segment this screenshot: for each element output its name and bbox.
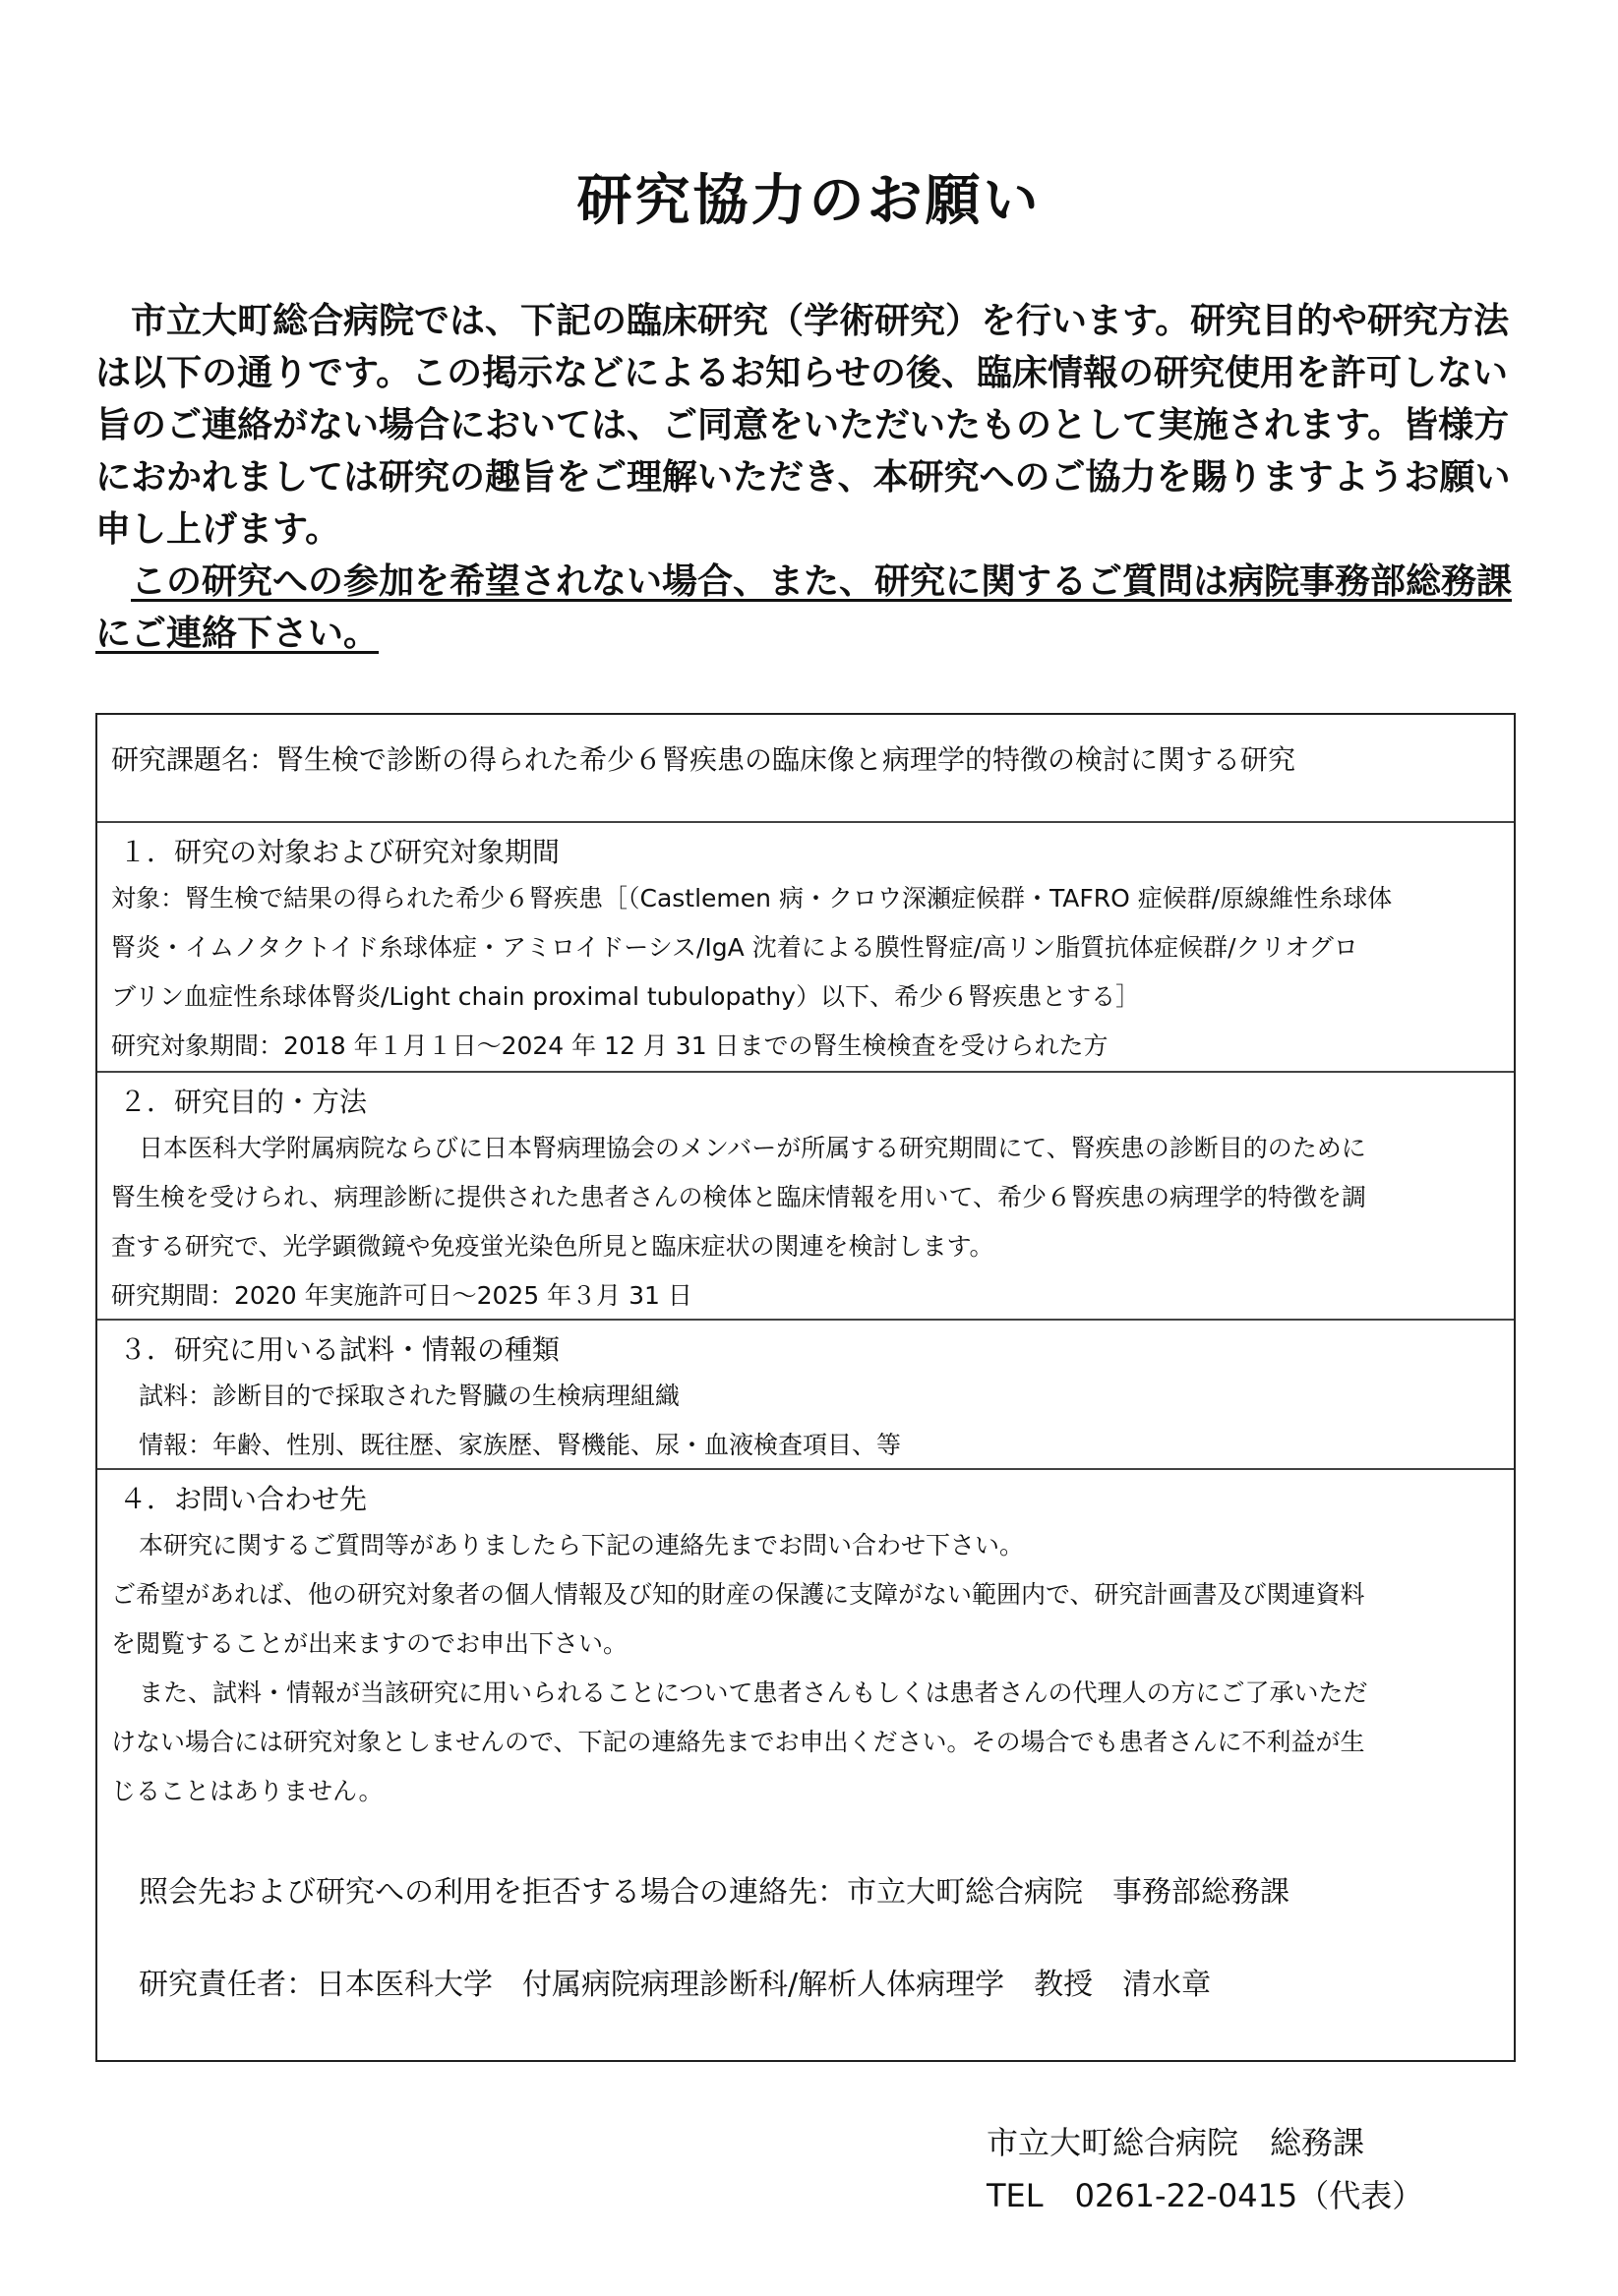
footer-org: 市立大町総合病院 総務課	[987, 2124, 1365, 2161]
section-line: 研究期間：2020 年実施許可日～2025 年３月 31 日	[111, 1281, 692, 1310]
section-line: 本研究に関するご質問等がありましたら下記の連絡先までお問い合わせ下さい。	[139, 1531, 1025, 1560]
intro-paragraph: 市立大町総合病院では、下記の臨床研究（学術研究）を行います。研究目的や研究方法は以下の通りです。この掲示などによるお知らせの後、臨床情報の研究使用を許可しない旨のご連絡がない場合においては、ご同意をいただいたものとして実施されます。皆様方におかれましては研究の趣旨をご理解いただき、本研究へのご協力を賜りますようお願い申し上げます。	[95, 301, 1511, 550]
section-line: 腎生検を受けられ、病理診断に提供された患者さんの検体と臨床情報を用いて、希少６腎疾患の病理学的特徴を調	[111, 1183, 1367, 1211]
research-info-box	[95, 713, 1516, 2062]
section-line: 研究対象期間：2018 年１月１日～2024 年 12 月 31 日までの腎生検検査を受けられた方	[111, 1031, 1109, 1060]
footer-tel: TEL 0261-22-0415（代表）	[987, 2177, 1424, 2214]
section-line: 査する研究で、光学顕微鏡や免疫蛍光染色所見と臨床症状の関連を検討します。	[111, 1232, 994, 1261]
section-line: ブリン血症性糸球体腎炎/Light chain proximal tubulopathy）以下、希少６腎疾患とする］	[111, 982, 1141, 1011]
opt-out-notice: この研究への参加を希望されない場合、また、研究に関するご質問は病院事務部総務課にご連絡下さい。	[95, 561, 1513, 654]
footer-contact	[987, 2116, 1423, 2222]
section-purpose	[97, 1073, 1514, 1321]
section-line: 情報：年齢、性別、既往歴、家族歴、腎機能、尿・血液検査項目、等	[139, 1431, 902, 1459]
section-line: 腎炎・イムノタクトイド糸球体症・アミロイドーシス/IgA 沈着による膜性腎症/高リン脂質抗体症候群/クリオグロ	[111, 933, 1358, 962]
research-title: 研究課題名：腎生検で診断の得られた希少６腎疾患の臨床像と病理学的特徴の検討に関する研究	[111, 743, 1296, 776]
section-heading: ２．研究目的・方法	[119, 1086, 368, 1118]
principal-investigator: 研究責任者：日本医科大学 付属病院病理診断科/解析人体病理学 教授 清水章	[139, 1968, 1212, 2002]
section-line: 日本医科大学附属病院ならびに日本腎病理協会のメンバーが所属する研究期間にて、腎疾患の診断目的のために	[139, 1134, 1366, 1162]
section-heading: ３．研究に用いる試料・情報の種類	[119, 1333, 561, 1366]
section-subjects	[97, 823, 1514, 1073]
section-line: 対象：腎生検で結果の得られた希少６腎疾患［（Castlemen 病・クロウ深瀬症候群・TAFRO 症候群/原線維性糸球体	[111, 884, 1393, 913]
research-title-row	[97, 715, 1514, 823]
section-contact	[97, 1470, 1514, 2060]
section-line: けない場合には研究対象としませんので、下記の連絡先までお申出ください。その場合でも患者さんに不利益が生	[111, 1728, 1365, 1756]
section-line: じることはありません。	[111, 1777, 384, 1805]
page-title: 研究協力のお願い	[576, 169, 1042, 233]
section-line: を閲覧することが出来ますのでお申出下さい。	[111, 1629, 629, 1658]
section-heading: １．研究の対象および研究対象期間	[119, 836, 561, 868]
section-line: 試料：診断目的で採取された腎臓の生検病理組織	[139, 1382, 681, 1410]
section-line: また、試料・情報が当該研究に用いられることについて患者さんもしくは患者さんの代理人の方にご了承いただ	[139, 1678, 1368, 1707]
intro-text	[95, 295, 1536, 660]
section-heading: ４．お問い合わせ先	[119, 1483, 368, 1515]
contact-info: 照会先および研究への利用を拒否する場合の連絡先：市立大町総合病院 事務部総務課	[139, 1875, 1289, 1910]
section-materials	[97, 1321, 1514, 1470]
section-line: ご希望があれば、他の研究対象者の個人情報及び知的財産の保護に支障がない範囲内で、研究計画書及び関連資料	[111, 1580, 1365, 1609]
